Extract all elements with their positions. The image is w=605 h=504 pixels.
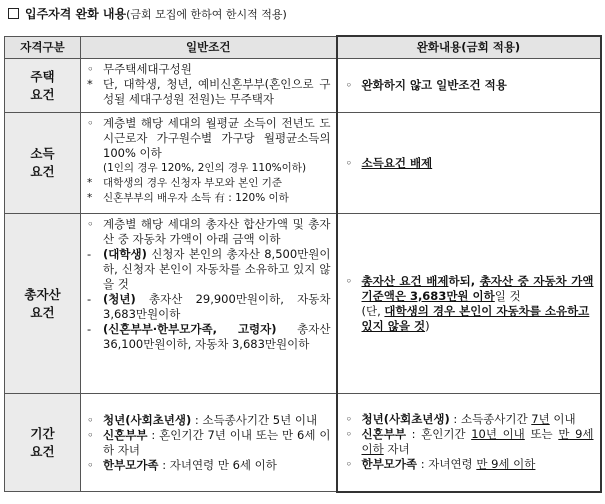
general-period: ◦ 청년(사회초년생) : 소득종사기간 5년 이내 ◦ 신혼부부 : 혼인기간 7년 이내 또는 만 6세 이하 자녀 ◦ 한부모가족 : 자녀연령 만 6세 이하: [81, 394, 337, 492]
table-row-income: [5, 113, 601, 214]
relaxed-housing: ◦ 완화하지 않고 일반조건 적용: [337, 59, 601, 113]
category-period: 기간 요건: [5, 394, 81, 492]
circle-bullet-icon: ◦: [87, 116, 94, 130]
circle-bullet-icon: ◦: [345, 427, 353, 442]
general-assets: ◦ 계층별 해당 세대의 총자산 합산가액 및 총자산 중 자동차 가액이 아래 금액 이하 - (대학생) 신청자 본인의 총자산 8,500만원이하, 신청자 본인이 자동차를 소유하고 있지 않을 것 - (청년) 총자산 29,900만원이하, 자동차 3,683만원이하 - (신혼부부·한부모가족, 고령자) 총자산 36,100만원이하, 자동차 3,683만원이하: [81, 214, 337, 394]
circle-bullet-icon: ◦: [87, 412, 94, 427]
category-housing: 주택 요건: [5, 59, 81, 113]
circle-bullet-icon: ◦: [345, 78, 353, 92]
dash-bullet-icon: -: [87, 247, 92, 261]
relaxed-assets: ◦ 총자산 요건 배제하되, 총자산 중 자동차 가액 기준액은 3,683만원 이하일 것 (단, 대학생의 경우 본인이 자동차를 소유하고 있지 않을 것): [337, 214, 601, 394]
dash-bullet-icon: -: [87, 292, 92, 306]
star-note-icon: *: [87, 77, 93, 91]
category-income: 소득 요건: [5, 113, 81, 214]
circle-bullet-icon: ◦: [87, 457, 94, 472]
header-general: 일반조건: [81, 36, 337, 59]
circle-bullet-icon: ◦: [345, 273, 353, 288]
circle-bullet-icon: ◦: [87, 62, 94, 76]
section-title: [8, 5, 287, 22]
table-row-housing: [5, 59, 601, 113]
title-sub: (금회 모집에 한하여 한시적 적용): [126, 8, 287, 21]
relaxed-period: ◦ 청년(사회초년생) : 소득종사기간 7년 이내 ◦ 신혼부부 : 혼인기간 10년 이내 또는 만 9세 이하 자녀 ◦ 한부모가족 : 자녀연령 만 9세 이하: [337, 394, 601, 492]
title-main: 입주자격 완화 내용: [25, 7, 127, 21]
circle-bullet-icon: ◦: [87, 217, 94, 231]
circle-bullet-icon: ◦: [345, 412, 353, 427]
header-relaxed: 완화내용(금회 적용): [337, 36, 601, 59]
table-row-period: [5, 394, 601, 492]
circle-bullet-icon: ◦: [345, 155, 353, 170]
circle-bullet-icon: ◦: [87, 427, 94, 442]
table-row-assets: [5, 214, 601, 394]
eligibility-table: [4, 35, 602, 493]
relaxed-income: ◦ 소득요건 배제: [337, 113, 601, 214]
dash-bullet-icon: -: [87, 322, 92, 336]
checkbox-square-icon: [8, 8, 19, 19]
header-category: 자격구분: [5, 36, 81, 59]
category-assets: 총자산 요건: [5, 214, 81, 394]
star-note-icon: *: [87, 177, 93, 189]
table-header-row: [5, 36, 601, 59]
star-note-icon: *: [87, 192, 93, 204]
circle-bullet-icon: ◦: [345, 457, 353, 472]
general-income: ◦ 계층별 해당 세대의 월평균 소득이 전년도 도시근로자 가구원수별 가구당 월평균소득의 100% 이하 (1인의 경우 120%, 2인의 경우 110%이하) * 대학생의 경우 신청자 부모와 본인 기준 * 신혼부부의 배우자 소득 有 : 120% 이하: [81, 113, 337, 214]
general-housing: ◦ 무주택세대구성원 * 단, 대학생, 청년, 예비신혼부부(혼인으로 구성될 세대구성원 전원)는 무주택자: [81, 59, 337, 113]
